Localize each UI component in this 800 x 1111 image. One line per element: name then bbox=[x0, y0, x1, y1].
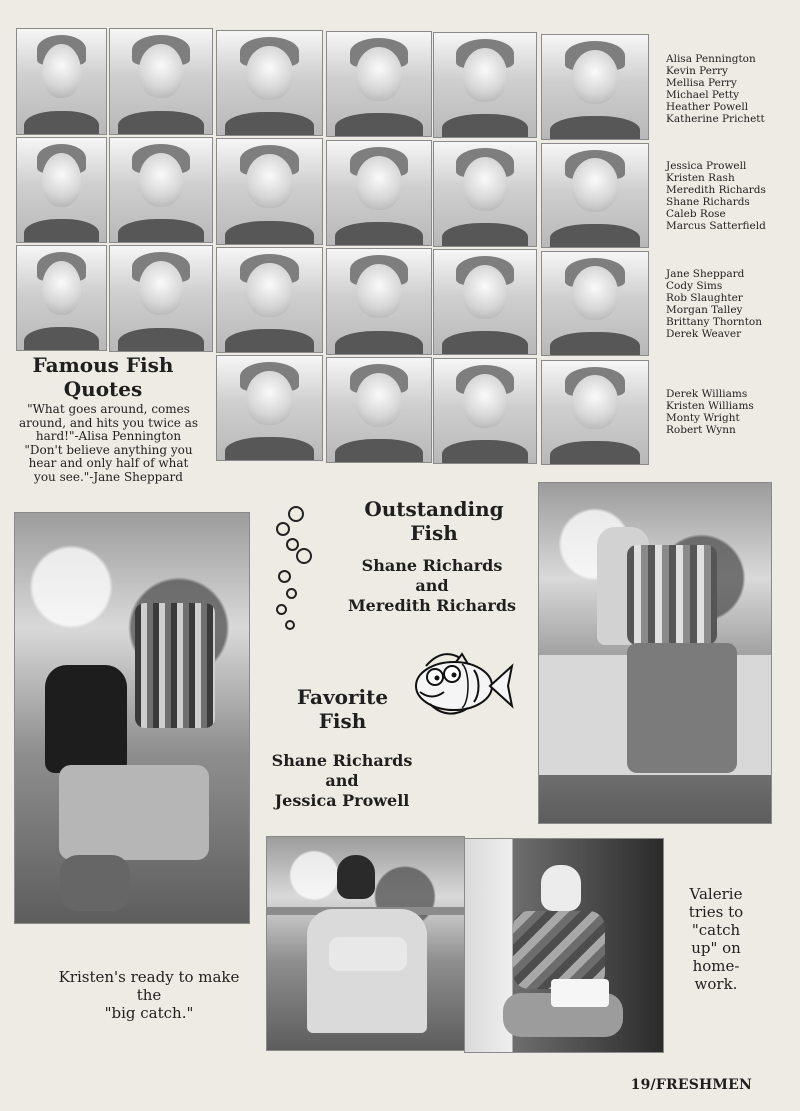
student-name: Shane Richards bbox=[666, 196, 750, 208]
caption-line: home- bbox=[692, 957, 740, 975]
portrait-photo bbox=[16, 137, 107, 243]
portrait-photo bbox=[541, 143, 649, 248]
outstanding-fish-title bbox=[334, 497, 534, 545]
portrait-photo bbox=[541, 34, 649, 140]
quote-line: "Don't believe anything you bbox=[24, 442, 193, 457]
outstanding-fish-title-line: Outstanding bbox=[364, 497, 504, 521]
portrait-photo bbox=[16, 28, 107, 135]
award-name: Shane Richards bbox=[271, 751, 413, 770]
student-name: Kevin Perry bbox=[666, 65, 728, 77]
outstanding-fish-title-line: Fish bbox=[410, 521, 458, 545]
caption-line: "catch bbox=[691, 921, 741, 939]
portrait-photo bbox=[433, 32, 537, 138]
award-conjunction: and bbox=[415, 576, 449, 595]
portrait-photo bbox=[216, 138, 323, 245]
famous-quotes-title-line: Famous Fish bbox=[32, 353, 174, 377]
kristen-caption bbox=[54, 968, 244, 1022]
student-name: Jessica Prowell bbox=[666, 160, 747, 172]
portrait-name-list bbox=[666, 388, 794, 436]
portrait-photo bbox=[16, 245, 107, 351]
portrait-name-list bbox=[666, 53, 794, 125]
student-name: Kristen Williams bbox=[666, 400, 754, 412]
portrait-photo bbox=[216, 355, 323, 461]
page-number: 19/FRESHMEN bbox=[630, 1077, 752, 1093]
caption-line: Kristen's ready to make bbox=[58, 968, 240, 986]
valerie-caption bbox=[680, 885, 752, 993]
student-name: Jane Sheppard bbox=[666, 268, 745, 280]
student-name: Marcus Satterfield bbox=[666, 220, 766, 232]
caption-line: the bbox=[136, 986, 162, 1004]
portrait-photo bbox=[216, 30, 323, 136]
outstanding-fish-names bbox=[332, 556, 532, 616]
portrait-photo bbox=[109, 137, 213, 243]
fish-icon bbox=[404, 646, 514, 724]
bubble-icon bbox=[296, 548, 312, 564]
outstanding-fish-photo bbox=[538, 482, 772, 824]
portrait-name-list bbox=[666, 268, 794, 340]
portrait-photo bbox=[541, 251, 649, 356]
favorite-fish-title-line: Favorite bbox=[296, 685, 389, 709]
student-name: Mellisa Perry bbox=[666, 77, 737, 89]
student-name: Brittany Thornton bbox=[666, 316, 762, 328]
bubble-icon bbox=[276, 522, 290, 536]
student-name: Rob Slaughter bbox=[666, 292, 743, 304]
bubble-icon bbox=[276, 604, 287, 615]
portrait-photo bbox=[541, 360, 649, 465]
award-name: Shane Richards bbox=[361, 556, 503, 575]
favorite-fish-title bbox=[270, 685, 415, 733]
quote-line: hear and only half of what bbox=[28, 456, 189, 470]
softball-photo bbox=[266, 836, 465, 1051]
caption-line: tries to bbox=[688, 903, 744, 921]
favorite-fish-title-line: Fish bbox=[318, 709, 367, 733]
student-name: Alisa Pennington bbox=[666, 53, 756, 65]
famous-quotes-title bbox=[18, 353, 188, 401]
favorite-fish-names bbox=[256, 751, 428, 811]
caption-line: up" on bbox=[691, 939, 741, 957]
student-name: Caleb Rose bbox=[666, 208, 726, 220]
award-name: Jessica Prowell bbox=[274, 791, 410, 810]
portrait-photo bbox=[433, 358, 537, 464]
portrait-photo bbox=[326, 31, 432, 137]
bubble-icon bbox=[286, 588, 297, 599]
bubble-icon bbox=[278, 570, 291, 583]
caption-line: work. bbox=[694, 975, 738, 993]
portrait-photo bbox=[216, 247, 323, 353]
portrait-photo bbox=[433, 249, 537, 355]
portrait-photo bbox=[109, 28, 213, 135]
bubble-icon bbox=[286, 538, 299, 551]
valerie-photo bbox=[464, 838, 664, 1053]
student-name: Monty Wright bbox=[666, 412, 740, 424]
student-name: Heather Powell bbox=[666, 101, 749, 113]
caption-line: "big catch." bbox=[104, 1004, 194, 1022]
portrait-photo bbox=[433, 141, 537, 247]
quote-line: "What goes around, comes bbox=[27, 402, 190, 416]
student-name: Meredith Richards bbox=[666, 184, 766, 196]
bubbles-icon bbox=[268, 500, 316, 638]
portrait-photo bbox=[326, 140, 432, 246]
award-name: Meredith Richards bbox=[347, 596, 517, 615]
student-name: Robert Wynn bbox=[666, 424, 736, 436]
student-name: Kristen Rash bbox=[666, 172, 735, 184]
student-name: Cody Sims bbox=[666, 280, 723, 292]
quote-line: hard!"-Alisa Pennington bbox=[35, 429, 182, 443]
bubble-icon bbox=[285, 620, 295, 630]
famous-quotes-body bbox=[16, 403, 201, 484]
student-name: Derek Williams bbox=[666, 388, 748, 400]
bubble-icon bbox=[288, 506, 304, 522]
student-name: Morgan Talley bbox=[666, 304, 743, 316]
award-conjunction: and bbox=[325, 771, 359, 790]
portrait-photo bbox=[326, 248, 432, 355]
quote-line: you see."-Jane Sheppard bbox=[34, 469, 183, 484]
student-name: Derek Weaver bbox=[666, 328, 742, 340]
famous-quotes-title-line: Quotes bbox=[63, 377, 143, 401]
portrait-photo bbox=[326, 357, 432, 463]
caption-line: Valerie bbox=[689, 885, 743, 903]
student-name: Katherine Prichett bbox=[666, 113, 765, 125]
portrait-photo bbox=[109, 245, 213, 352]
student-name: Michael Petty bbox=[666, 89, 740, 101]
kristen-photo bbox=[14, 512, 250, 924]
portrait-name-list bbox=[666, 160, 794, 232]
quote-line: around, and hits you twice as bbox=[18, 415, 199, 430]
